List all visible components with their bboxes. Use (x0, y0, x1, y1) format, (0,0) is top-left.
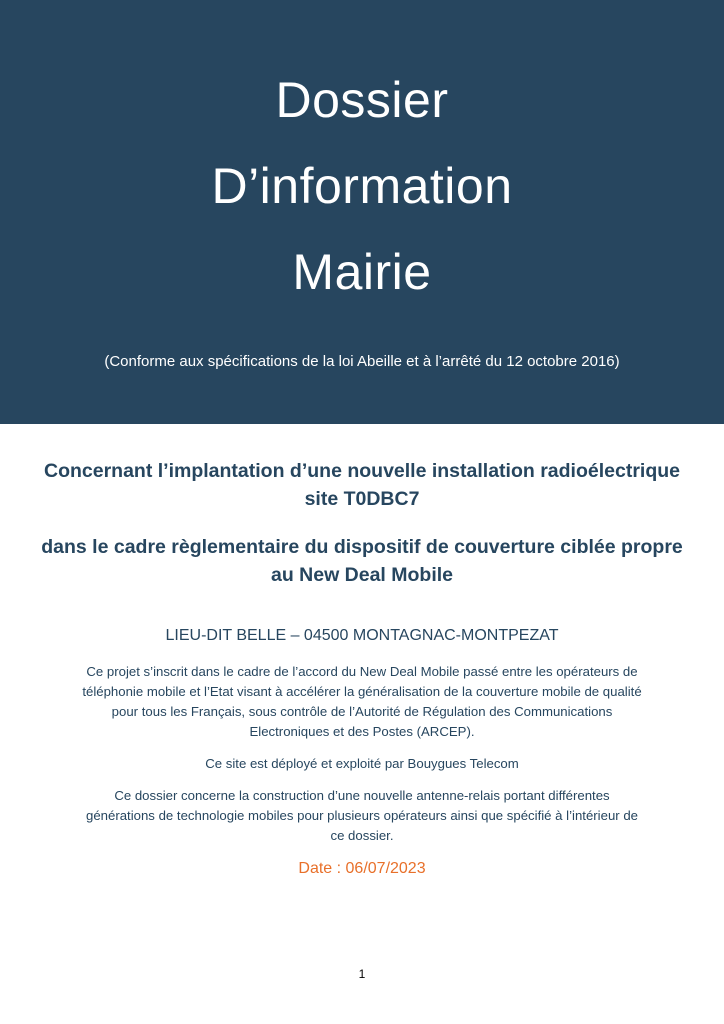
cover-banner (0, 0, 724, 424)
paragraph-new-deal: Ce projet s’inscrit dans le cadre de l’accord du New Deal Mobile passé entre les opérateurs de téléphonie mobile et l’Etat visant à accélérer la généralisation de la couverture mobile de qualité pour tous les Français, sous contrôle de l’Autorité de Régulation des Communications Electroniques et des Postes (ARCEP). (82, 664, 642, 739)
title-line-dossier: Dossier (275, 72, 449, 128)
heading-regulatory-framework: dans le cadre règlementaire du dispositif de couverture ciblée propre au New Deal Mobile (41, 536, 683, 586)
paragraph-dossier-scope: Ce dossier concerne la construction d’une nouvelle antenne-relais portant différentes générations de technologie mobiles pour plusieurs opérateurs ainsi que spécifié à l’intérieur de ce dossier. (85, 788, 638, 843)
paragraph-operator: Ce site est déployé et exploité par Bouygues Telecom (205, 756, 519, 771)
site-location: LIEU-DIT BELLE – 04500 MONTAGNAC-MONTPEZAT (165, 627, 559, 644)
page-number: 1 (358, 967, 366, 981)
heading-installation: Concernant l’implantation d’une nouvelle installation radioélectrique site T0DBC7 (43, 460, 680, 510)
title-line-information: D’information (211, 158, 513, 214)
document-date: Date : 06/07/2023 (298, 860, 426, 877)
title-line-mairie: Mairie (292, 244, 432, 300)
conformity-subtitle: (Conforme aux spécifications de la loi Abeille et à l’arrêté du 12 octobre 2016) (104, 353, 620, 370)
